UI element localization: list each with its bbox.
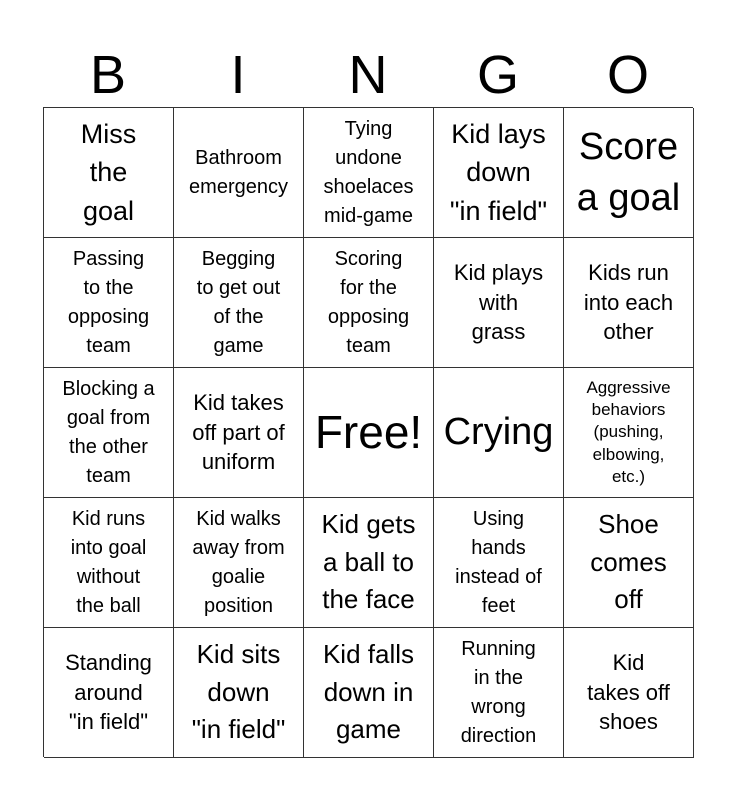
cell-label: Passing to the opposing team bbox=[67, 247, 150, 357]
bingo-cell-r1-c1[interactable] bbox=[44, 108, 174, 238]
cell-label: Kid falls down in game bbox=[322, 638, 415, 745]
cell-label: Kid runs into goal without the ball bbox=[70, 507, 147, 617]
bingo-cell-r5-c1[interactable] bbox=[44, 628, 174, 758]
bingo-board bbox=[43, 107, 693, 757]
bingo-cell-r1-c3[interactable] bbox=[304, 108, 434, 238]
cell-label: Tying undone shoelaces mid-game bbox=[323, 117, 414, 227]
cell-label: Standing around "in field" bbox=[65, 649, 152, 735]
cell-label: Score a goal bbox=[576, 125, 681, 219]
bingo-cell-r3-c1[interactable] bbox=[44, 368, 174, 498]
cell-label: Bathroom emergency bbox=[189, 146, 288, 198]
bingo-cell-r2-c1[interactable] bbox=[44, 238, 174, 368]
bingo-cell-r4-c3[interactable] bbox=[304, 498, 434, 628]
bingo-cell-r5-c5[interactable] bbox=[564, 628, 694, 758]
cell-label: Kids run into each other bbox=[583, 259, 674, 345]
header-letter-n: N bbox=[348, 45, 388, 105]
cell-label: Aggressive behaviors (pushing, elbowing, etc.) bbox=[586, 378, 671, 486]
cell-label: Shoe comes off bbox=[590, 508, 667, 615]
cell-label: Kid lays down "in field" bbox=[449, 119, 548, 226]
bingo-cell-r3-c4[interactable] bbox=[434, 368, 564, 498]
bingo-cell-r5-c4[interactable] bbox=[434, 628, 564, 758]
bingo-cell-r2-c4[interactable] bbox=[434, 238, 564, 368]
header-letter-o: O bbox=[606, 45, 649, 105]
cell-label: Kid takes off part of uniform bbox=[192, 389, 285, 475]
cell-label: Kid takes off shoes bbox=[587, 649, 670, 735]
cell-label: Scoring for the opposing team bbox=[327, 247, 410, 357]
cell-label: Begging to get out of the game bbox=[196, 247, 281, 357]
bingo-cell-r3-c2[interactable] bbox=[174, 368, 304, 498]
bingo-cell-r2-c3[interactable] bbox=[304, 238, 434, 368]
cell-label: Kid plays with grass bbox=[453, 259, 544, 345]
bingo-cell-r4-c1[interactable] bbox=[44, 498, 174, 628]
header-letter-b: B bbox=[89, 45, 127, 105]
bingo-cell-r1-c2[interactable] bbox=[174, 108, 304, 238]
bingo-cell-r3-c3[interactable] bbox=[304, 368, 434, 498]
free-space-label: Free! bbox=[314, 406, 423, 459]
cell-label: Running in the wrong direction bbox=[460, 637, 537, 747]
bingo-cell-r3-c5[interactable] bbox=[564, 368, 694, 498]
cell-label: Miss the goal bbox=[80, 119, 137, 226]
cell-label: Kid sits down "in field" bbox=[191, 638, 286, 745]
cell-label: Crying bbox=[443, 411, 554, 454]
bingo-cell-r2-c5[interactable] bbox=[564, 238, 694, 368]
bingo-cell-r4-c2[interactable] bbox=[174, 498, 304, 628]
cell-label: Using hands instead of feet bbox=[455, 507, 542, 617]
header-letter-g: G bbox=[476, 45, 519, 105]
cell-label: Kid walks away from goalie position bbox=[192, 507, 285, 617]
bingo-cell-r1-c5[interactable] bbox=[564, 108, 694, 238]
bingo-cell-r5-c2[interactable] bbox=[174, 628, 304, 758]
bingo-cell-r5-c3[interactable] bbox=[304, 628, 434, 758]
bingo-cell-r4-c4[interactable] bbox=[434, 498, 564, 628]
bingo-cell-r4-c5[interactable] bbox=[564, 498, 694, 628]
bingo-cell-r2-c2[interactable] bbox=[174, 238, 304, 368]
cell-label: Kid gets a ball to the face bbox=[321, 508, 416, 615]
bingo-header bbox=[43, 40, 693, 108]
cell-label: Blocking a goal from the other team bbox=[62, 377, 155, 487]
header-letter-i: I bbox=[230, 45, 246, 105]
bingo-cell-r1-c4[interactable] bbox=[434, 108, 564, 238]
